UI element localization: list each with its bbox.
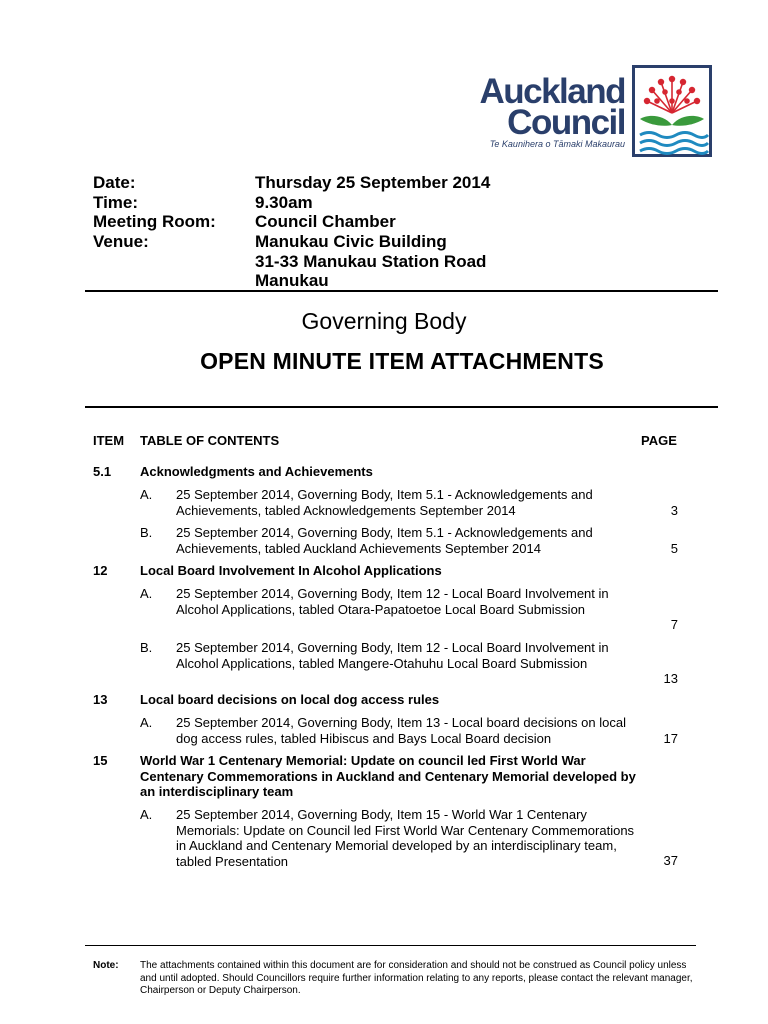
entry-page: 7	[670, 617, 678, 632]
date-value: Thursday 25 September 2014	[255, 173, 491, 192]
entry-text: 25 September 2014, Governing Body, Item 12 - Local Board Involvement in Alcohol Applications, tabled Otara-Papatoetoe Local Board Submission	[176, 586, 609, 617]
section-number: 12	[93, 563, 108, 578]
entry-letter: B.	[140, 640, 153, 655]
section-number: 5.1	[93, 464, 112, 479]
title-divider	[85, 406, 718, 408]
entry-letter: A.	[140, 586, 153, 601]
time-label: Time:	[93, 193, 139, 212]
toc-entry	[0, 715, 768, 747]
note-text: The attachments contained within this document are for consideration and should not be construed as Council policy unless and until adopted. Should Councillors require further information relating to any reports, please contact the relevant manager, Chairperson or Deputy Chairperson.	[140, 960, 693, 996]
room-value: Council Chamber	[255, 212, 396, 231]
header-divider	[85, 290, 718, 292]
venue-label: Venue:	[93, 232, 149, 251]
toc-entry	[0, 807, 768, 871]
entry-letter: A.	[140, 807, 153, 822]
section-title: Local Board Involvement In Alcohol Applications	[140, 563, 442, 578]
section-title: World War 1 Centenary Memorial: Update on council led First World War Centenary Commemorations in Auckland and Centenary Memorial developed by an interdisciplinary team	[140, 753, 636, 799]
room-label: Meeting Room:	[93, 212, 216, 231]
toc-col-contents: TABLE OF CONTENTS	[140, 433, 280, 448]
entry-page: 5	[670, 541, 678, 556]
page-subtitle: OPEN MINUTE ITEM ATTACHMENTS	[200, 348, 604, 374]
toc-col-item: ITEM	[93, 433, 125, 448]
venue-line3: Manukau	[255, 271, 329, 290]
entry-text: 25 September 2014, Governing Body, Item 15 - World War 1 Centenary Memorials: Update on Council led First World War Centenary Commemorations in Auckland and Centenary Memorial developed by an interdisciplinary team, tabled Presentation	[176, 807, 635, 869]
section-title: Acknowledgments and Achievements	[140, 464, 373, 479]
entry-text: 25 September 2014, Governing Body, Item 12 - Local Board Involvement in Alcohol Applications, tabled Mangere-Otahuhu Local Board Submission	[176, 640, 609, 671]
venue-line2: 31-33 Manukau Station Road	[255, 252, 487, 271]
toc-entry	[0, 640, 768, 688]
footer-divider	[85, 945, 696, 946]
logo-wordmark	[465, 72, 635, 149]
toc-entry	[0, 525, 768, 557]
venue-line1: Manukau Civic Building	[255, 232, 447, 251]
logo-tagline: Te Kaunihera o Tāmaki Makaurau	[489, 139, 625, 149]
entry-page: 37	[663, 853, 678, 868]
toc-col-page: PAGE	[641, 433, 677, 448]
logo-name-line2: Council	[507, 103, 625, 142]
entry-page: 13	[663, 671, 678, 686]
entry-letter: A.	[140, 487, 153, 502]
entry-text: 25 September 2014, Governing Body, Item 5.1 - Acknowledgements and Achievements, tabled Auckland Achievements September 2014	[176, 525, 593, 556]
entry-page: 17	[663, 731, 678, 746]
entry-text: 25 September 2014, Governing Body, Item 13 - Local board decisions on local dog access rules, tabled Hibiscus and Bays Local Board decision	[176, 715, 626, 746]
toc-entry	[0, 586, 768, 634]
section-title: Local board decisions on local dog access rules	[140, 692, 440, 707]
entry-letter: B.	[140, 525, 153, 540]
toc-entry	[0, 487, 768, 519]
entry-text: 25 September 2014, Governing Body, Item 5.1 - Acknowledgements and Achievements, tabled Acknowledgements September 2014	[176, 487, 593, 518]
date-label: Date:	[93, 173, 136, 192]
time-value: 9.30am	[255, 193, 313, 212]
page-title: Governing Body	[301, 308, 467, 334]
pohutukawa-flower-icon	[632, 65, 712, 157]
logo-name-line1: Auckland	[479, 72, 625, 111]
section-number: 15	[93, 753, 108, 768]
section-number: 13	[93, 692, 108, 707]
note-label: Note:	[93, 960, 119, 971]
entry-letter: A.	[140, 715, 153, 730]
entry-page: 3	[670, 503, 678, 518]
